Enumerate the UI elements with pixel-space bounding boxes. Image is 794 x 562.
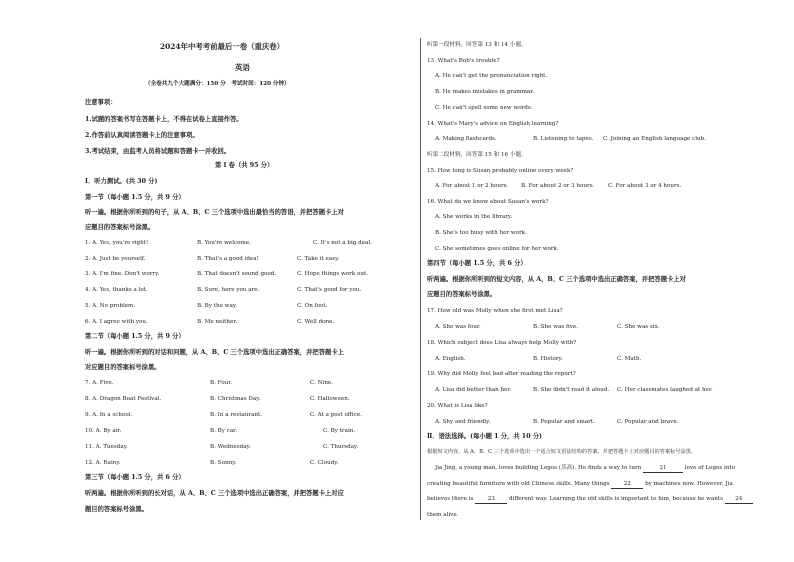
option-b: B. For about 2 or 3 hours.: [521, 183, 595, 189]
option-a: 4. A. Yes, thanks a lot.: [85, 287, 148, 293]
exam-meta: （全卷共九个大题满分：150 分 考试时间：120 分钟）: [145, 81, 290, 87]
option-a: A. He can't get the pronunciation right.: [435, 73, 548, 79]
option-b: B. Christmas Day.: [210, 396, 261, 402]
instruction: 听两遍。根据你所听到的长对话，从 A、B、C 三个选项中选出正确答案，并把答题卡上对应: [85, 490, 344, 497]
note-item: 2.作答前认真阅读答题卡上的注意事项。: [85, 132, 199, 139]
option-b: B. By the way.: [197, 303, 237, 309]
notes-heading: 注意事项：: [85, 99, 117, 106]
instruction: 听两遍。根据你所听到的短文内容，从 A、B、C 三个选项中选出正确答案，并把答题卡上对: [427, 276, 686, 283]
option-a: 7. A. Five.: [85, 380, 114, 386]
option-c: C. By train.: [323, 428, 356, 434]
option-a: A. She was four.: [435, 324, 481, 330]
question-stem: 13. What's Bob's trouble?: [427, 58, 500, 64]
option-b: B. Wednesday.: [210, 444, 251, 450]
passage-text: creating beautiful furniture with old Chinese skills. Many things: [427, 481, 610, 487]
option-b: B. Four.: [210, 380, 233, 386]
option-c: C. Hope things work out.: [297, 271, 369, 277]
option-b: B. Popular and smart.: [533, 419, 595, 425]
passage-text: love of Legos into: [684, 465, 736, 471]
option-a: 2. A. Just be yourself.: [85, 256, 146, 262]
blank-22: 22: [611, 482, 643, 489]
option-c: C. That's good for you.: [297, 287, 362, 293]
passage-text: by machines now. However, Jia: [645, 481, 733, 487]
option-b: B. Sunny.: [210, 460, 237, 466]
passage-line: [427, 497, 753, 504]
option-c: C. For about 3 or 4 hours.: [608, 183, 682, 189]
option-b: B. In a restaurant.: [210, 412, 263, 418]
option-c: C. Her classmates laughed at her.: [617, 387, 713, 393]
question-stem: 14. What's Mary's advice on English learning?: [427, 121, 559, 127]
instruction: 听一遍。根据你所听到的对话和问题，从 A、B、C 三个选项中选出正确答案，并把答题卡上: [85, 349, 344, 356]
exam-title: 2024年中考考前最后一卷（重庆卷）: [160, 42, 285, 51]
option-c: C. Joining an English language club.: [603, 136, 706, 142]
option-b: B. By car.: [210, 428, 238, 434]
option-b: B. You're welcome.: [197, 240, 251, 246]
blank-21: 21: [643, 466, 683, 473]
passage-note: 听第一段材料，回答第 13 和 14 小题。: [427, 42, 527, 48]
passage-text: different way. Learning the old skills is important to him, because he wants: [509, 496, 723, 502]
option-a: A. Lisa did better than her.: [435, 387, 512, 393]
option-c: C. Halloween.: [310, 396, 350, 402]
passage-note: 听第二段材料，回答第 15 和 16 小题。: [427, 152, 527, 158]
blank-24: 24: [725, 497, 753, 504]
passage-line: [427, 482, 733, 489]
note-item: 3.考试结束，由监考人员将试题和答题卡一并收回。: [85, 148, 231, 155]
option-c: C. Thursday.: [323, 444, 359, 450]
subject-title: 英语: [235, 63, 250, 72]
option-c: C. Take it easy.: [297, 256, 340, 262]
option-c: C. Nine.: [310, 380, 334, 386]
instruction: 题目的答案标号涂黑。: [85, 506, 148, 513]
option-a: 3. A. I'm fine. Don't worry.: [85, 271, 160, 277]
question-stem: 16. What do we know about Susan's work?: [427, 199, 549, 205]
question-stem: 19. Why did Molly feel bad after reading the report?: [427, 371, 576, 377]
instruction: 根据短文内容，从 A、B、C 三个选项中选出一个适合短文语法结构的答案，并把答题卡上对应题目的答案标号涂黑。: [427, 449, 697, 455]
instruction: 应题目的答案标号涂黑。: [427, 291, 497, 298]
question-stem: 15. How long is Susan probably online every week?: [427, 168, 574, 174]
passage-line: [435, 466, 735, 473]
option-a: A. Making flashcards.: [435, 136, 497, 142]
question-stem: 17. How old was Molly when she first met Lisa?: [427, 308, 563, 314]
option-a: A. English.: [435, 356, 466, 362]
option-b: B. She didn't read it aloud.: [533, 387, 610, 393]
option-a: 12. A. Rainy.: [85, 460, 121, 466]
question-stem: 20. What is Lisa like?: [427, 403, 488, 409]
subsection-heading: 第二节（每小题 1.5 分，共 9 分）: [85, 333, 185, 340]
option-b: B. She was five.: [533, 324, 578, 330]
option-a: 6. A. I agree with you.: [85, 319, 148, 325]
option-a: A. Shy and friendly.: [435, 419, 491, 425]
subsection-heading: 第一节（每小题 1.5 分，共 9 分）: [85, 194, 185, 201]
option-a: 9. A. In a school.: [85, 412, 133, 418]
option-c: C. Math.: [617, 356, 642, 362]
passage-text: believes there is: [427, 496, 474, 502]
option-b: B. Me neither.: [197, 319, 238, 325]
option-b: B. That's a good idea!: [197, 256, 259, 262]
option-c: C. On foot.: [297, 303, 328, 309]
section-heading: Ⅰ．听力测试。(共 30 分): [85, 178, 158, 185]
option-b: B. She's too busy with her work.: [435, 230, 527, 236]
note-item: 1.试题的答案书写在答题卡上，不得在试卷上直接作答。: [85, 116, 243, 123]
instruction: 对应题目的答案标号涂黑。: [85, 364, 161, 371]
question-stem: 18. Which subject does Lisa always help Molly with?: [427, 340, 577, 346]
option-b: B. Listening to tapes.: [533, 136, 594, 142]
volume-heading: 第 I 卷（共 95 分）: [215, 162, 274, 169]
option-a: 8. A. Dragon Boat Festival.: [85, 396, 162, 402]
section-heading: Ⅱ．语法选择。(每小题 1 分，共 10 分): [427, 433, 543, 440]
instruction: 应题目的答案标号涂黑。: [85, 224, 155, 231]
option-c: C. Well done.: [297, 319, 335, 325]
column-divider: [420, 38, 421, 520]
option-c: C. Cloudy.: [310, 460, 339, 466]
option-b: B. That doesn't sound good.: [197, 271, 277, 277]
option-a: 5. A. No problem.: [85, 303, 136, 309]
blank-23: 23: [475, 497, 507, 504]
option-c: C. She sometimes goes online for her work.: [435, 246, 559, 252]
subsection-heading: 第四节（每小题 1.5 分，共 6 分）: [427, 260, 527, 267]
option-a: A. For about 1 or 2 hours.: [435, 183, 509, 189]
passage-text: Jia Jing, a young man, loves building Legos (乐高). He finds a way to turn: [435, 465, 642, 471]
option-c: C. It's not a big deal.: [313, 240, 372, 246]
option-c: C. Popular and brave.: [617, 419, 679, 425]
instruction: 听一遍。根据你所听到的句子，从 A、B、C 三个选项中选出最恰当的答语，并把答题卡上对: [85, 209, 344, 216]
option-a: A. She works in the library.: [435, 214, 513, 220]
option-a: 11. A. Tuesday.: [85, 444, 128, 450]
option-c: C. He can't spell some new words.: [435, 105, 533, 111]
option-a: 1. A. Yes, you're right!: [85, 240, 149, 246]
option-c: C. She was six.: [617, 324, 660, 330]
option-b: B. He makes mistakes in grammar.: [435, 89, 535, 95]
option-b: B. Sure, here you are.: [197, 287, 260, 293]
option-b: B. History.: [533, 356, 563, 362]
option-a: 10. A. By air.: [85, 428, 122, 434]
passage-line: them alive.: [427, 512, 459, 518]
subsection-heading: 第三节（每小题 1.5 分，共 6 分）: [85, 474, 185, 481]
option-c: C. At a post office.: [310, 412, 362, 418]
